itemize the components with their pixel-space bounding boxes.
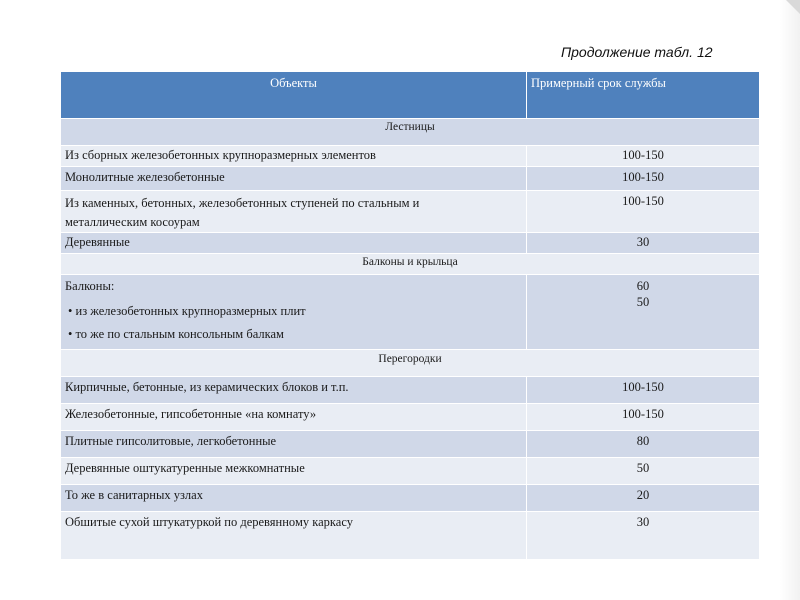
table-row <box>61 233 760 254</box>
section-title: Лестницы <box>61 119 760 146</box>
object-title: Балконы: <box>65 279 115 293</box>
section-row-stairs <box>61 119 760 146</box>
slide-corner-decoration <box>780 0 800 600</box>
section-row-partitions <box>61 350 760 377</box>
value-cell: 100-150 <box>527 377 760 404</box>
table-row <box>61 404 760 431</box>
section-title: Балконы и крыльца <box>61 254 760 275</box>
object-cell <box>61 191 527 233</box>
value-cell: 80 <box>527 431 760 458</box>
value-cell <box>527 275 760 350</box>
value-cell: 100-150 <box>527 167 760 191</box>
table-row <box>61 512 760 560</box>
object-cell: Деревянные оштукатуренные межкомнатные <box>61 458 527 485</box>
value-cell: 30 <box>527 512 760 560</box>
section-row-balconies <box>61 254 760 275</box>
object-cell: Из сборных железобетонных крупноразмерных элементов <box>61 146 527 167</box>
value-cell: 50 <box>527 458 760 485</box>
value-cell: 100-150 <box>527 191 760 233</box>
value-cell: 100-150 <box>527 146 760 167</box>
table-row <box>61 485 760 512</box>
header-objects: Объекты <box>61 72 527 119</box>
object-cell: Плитные гипсолитовые, легкобетонные <box>61 431 527 458</box>
section-title: Перегородки <box>61 350 760 377</box>
header-service-life: Примерный срок службы <box>527 72 760 119</box>
object-cell: Обшитые сухой штукатуркой по деревянному каркасу <box>61 512 527 560</box>
service-life-table <box>60 71 760 560</box>
object-line: металлическим косоурам <box>65 215 200 229</box>
table-row <box>61 191 760 233</box>
value-cell: 20 <box>527 485 760 512</box>
table-caption: Продолжение табл. 12 <box>561 44 713 60</box>
table-row <box>61 377 760 404</box>
table-row <box>61 431 760 458</box>
table-row <box>61 275 760 350</box>
value-cell: 30 <box>527 233 760 254</box>
object-cell: Монолитные железобетонные <box>61 167 527 191</box>
object-cell: Железобетонные, гипсобетонные «на комнату» <box>61 404 527 431</box>
table-header-row <box>61 72 760 119</box>
object-cell <box>61 275 527 350</box>
value-cell: 100-150 <box>527 404 760 431</box>
object-line: Из каменных, бетонных, железобетонных ступеней по стальным и <box>65 196 420 210</box>
object-subitem: • из железобетонных крупноразмерных плит <box>68 304 306 318</box>
value-line: 50 <box>636 295 650 309</box>
value-line: 60 <box>636 279 650 293</box>
object-subitem: • то же по стальным консольным балкам <box>68 327 284 341</box>
table-row <box>61 458 760 485</box>
object-cell: Кирпичные, бетонные, из керамических блоков и т.п. <box>61 377 527 404</box>
table-row <box>61 167 760 191</box>
object-cell: То же в санитарных узлах <box>61 485 527 512</box>
table-row <box>61 146 760 167</box>
object-cell: Деревянные <box>61 233 527 254</box>
